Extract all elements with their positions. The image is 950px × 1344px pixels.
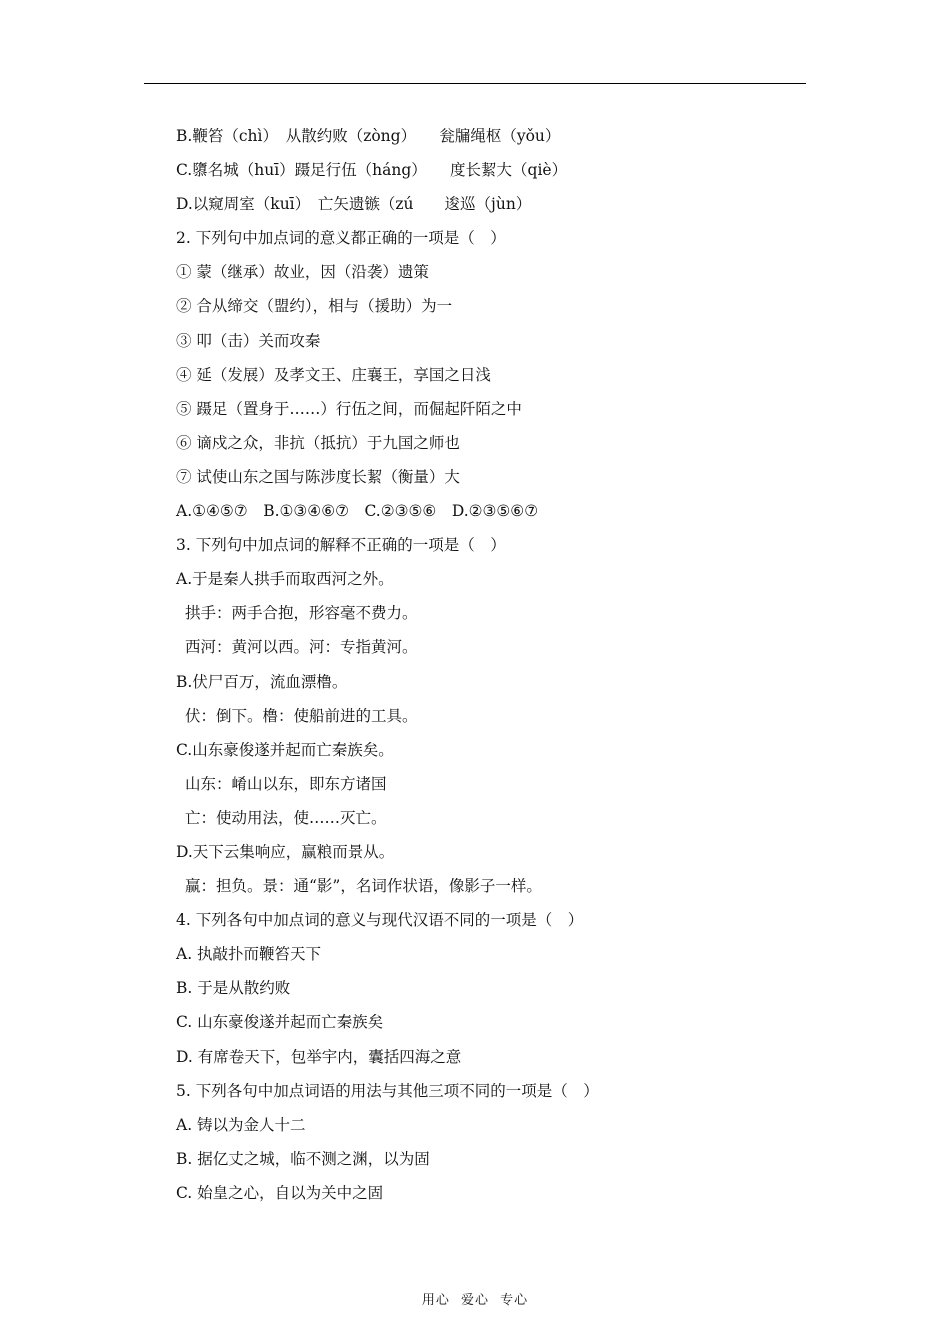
- explanation-line: 拱手：两手合抱，形容毫不费力。: [185, 604, 418, 623]
- document-line: A. 执敲扑而鞭笞天下: [176, 945, 322, 964]
- explanation-line: 亡：使动用法，使……灭亡。: [185, 808, 387, 827]
- document-line: ⑥ 谪戍之众，非抗（抵抗）于九国之师也: [176, 433, 460, 452]
- explanation-line: 伏：倒下。橹：使船前进的工具。: [185, 706, 418, 725]
- document-line: B. 据亿丈之城，临不测之渊，以为固: [176, 1149, 430, 1168]
- document-line: C. 山东豪俊遂并起而亡秦族矣: [176, 1013, 384, 1032]
- document-line: ⑤ 蹑足（置身于……）行伍之间，而倔起阡陌之中: [176, 399, 522, 418]
- explanation-line: 赢：担负。景：通“影”，名词作状语，像影子一样。: [185, 877, 542, 896]
- document-line: ④ 延（发展）及孝文王、庄襄王，享国之日浅: [176, 365, 491, 384]
- header-rule: [144, 83, 806, 84]
- document-line: 4. 下列各句中加点词的意义与现代汉语不同的一项是（ ）: [176, 911, 584, 930]
- document-line: ② 合从缔交（盟约），相与（援助）为一: [176, 297, 453, 316]
- document-line: A.①④⑤⑦ B.①③④⑥⑦ C.②③⑤⑥ D.②③⑤⑥⑦: [176, 502, 539, 521]
- document-body: [176, 124, 816, 1215]
- document-line: ③ 叩（击）关而攻秦: [176, 331, 321, 350]
- document-line: C. 始皇之心，自以为关中之固: [176, 1183, 384, 1202]
- document-line: D. 有席卷天下，包举宇内，囊括四海之意: [176, 1047, 462, 1066]
- document-line: C.隳名城（huī）蹑足行伍（háng） 度长絜大（qiè）: [176, 161, 568, 180]
- document-line: ⑦ 试使山东之国与陈涉度长絜（衡量）大: [176, 467, 460, 486]
- document-line: B.伏尸百万，流血漂橹。: [176, 672, 348, 691]
- document-line: D.天下云集响应，赢粮而景从。: [176, 842, 395, 861]
- document-line: A.于是秦人拱手而取西河之外。: [176, 570, 394, 589]
- document-line: 5. 下列各句中加点词语的用法与其他三项不同的一项是（ ）: [176, 1081, 599, 1100]
- document-line: 2. 下列句中加点词的意义都正确的一项是（ ）: [176, 229, 506, 248]
- document-line: ① 蒙（继承）故业，因（沿袭）遗策: [176, 263, 429, 282]
- document-line: D.以窥周室（kuī） 亡矢遗镞（zú 逡巡（jùn）: [176, 195, 532, 214]
- explanation-line: 山东：崤山以东，即东方诸国: [185, 774, 387, 793]
- explanation-line: 西河：黄河以西。河：专指黄河。: [185, 638, 418, 657]
- document-line: A. 铸以为金人十二: [176, 1115, 306, 1134]
- document-line: B.鞭笞（chì） 从散约败（zòng） 瓮牖绳枢（yǒu）: [176, 127, 561, 145]
- document-line: 3. 下列句中加点词的解释不正确的一项是（ ）: [176, 536, 506, 555]
- document-line: B. 于是从散约败: [176, 979, 291, 998]
- page-footer: 用心 爱心 专心: [421, 1293, 529, 1308]
- document-line: C.山东豪俊遂并起而亡秦族矣。: [176, 740, 394, 759]
